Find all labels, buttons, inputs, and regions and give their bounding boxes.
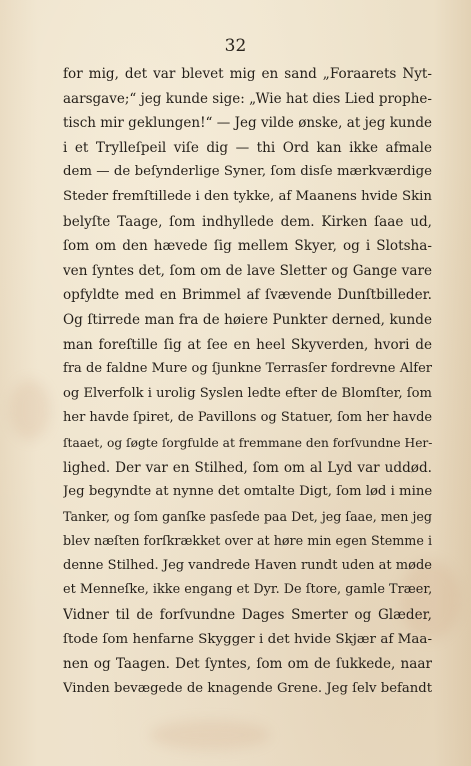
text-line: her havde ſpiret, de Pavillons og Statuer, ſom her havde [63,410,432,426]
text-line: for mig, det var blevet mig en sand „Foraarets Nyt- [63,66,432,82]
text-line: nen og Taagen. Det ſyntes, ſom om de ſukkede, naar [63,656,432,673]
paper-stain [10,380,50,440]
text-line: belyſte Taage, ſom indhyllede dem. Kirken ſaae ud, [63,213,432,230]
text-line: man foreſtille ſig at ſee en heel Skyverden, hvori de [63,336,432,353]
body-text [63,62,432,701]
page-number: 32 [224,36,247,56]
text-line: lighed. Der var en Stilhed, ſom om al Lyd var uddød. [63,459,432,476]
text-line: dem — de beſynderlige Syner, ſom disſe mærkværdige [63,164,432,180]
text-line: denne Stilhed. Jeg vandrede Haven rundt uden at møde [63,557,432,573]
text-line: et Menneſke, ikke engang et Dyr. De ſtore, gamle Træer, [63,582,432,598]
text-line: ſom om den hævede ſig mellem Skyer, og i Slotsha- [63,238,432,255]
text-line: Vidner til de forſvundne Dages Smerter og Glæder, [63,607,432,624]
text-line: aarsgave;“ jeg kunde sige: „Wie hat dies Lied prophe- [63,90,432,107]
text-line: Og ſtirrede man fra de høiere Punkter derned, kunde [63,311,432,328]
text-line: Vinden bevægede de knagende Grene. Jeg ſelv befandt [63,680,432,696]
text-line: ven ſyntes det, ſom om de lave Sletter og Gange vare [63,262,432,279]
text-line: i et Trylleſpeil viſe dig — thi Ord kan ikke afmale [63,139,432,156]
paper-stain [150,720,270,750]
text-line: ſtaaet, og ſøgte ſorgfulde at fremmane den forſvundne Her- [63,435,432,450]
text-line: Tanker, og ſom ganſke pasſede paa Det, jeg ſaae, men jeg [63,508,432,524]
text-line: tisch mir geklungen!“ — Jeg vilde ønske, at jeg kunde [63,115,432,132]
text-line: Steder fremſtillede i den tykke, af Maanens hvide Skin [63,188,432,204]
text-line: Jeg begyndte at nynne det omtalte Digt, ſom lød i mine [63,484,432,500]
text-line: og Elverfolk i urolig Syslen ledte efter de Blomſter, ſom [63,385,432,401]
text-line: fra de faldne Mure og ſjunkne Terrasſer fordrevne Alfer [63,361,432,377]
text-line: opfyldte med en Brimmel af ſvævende Dunſtbilleder. [63,287,432,304]
text-line: ſtode ſom henfarne Skygger i det hvide Skjær af Maa- [63,631,432,647]
text-line: blev næſten forſkrækket over at høre min egen Stemme i [63,533,432,549]
